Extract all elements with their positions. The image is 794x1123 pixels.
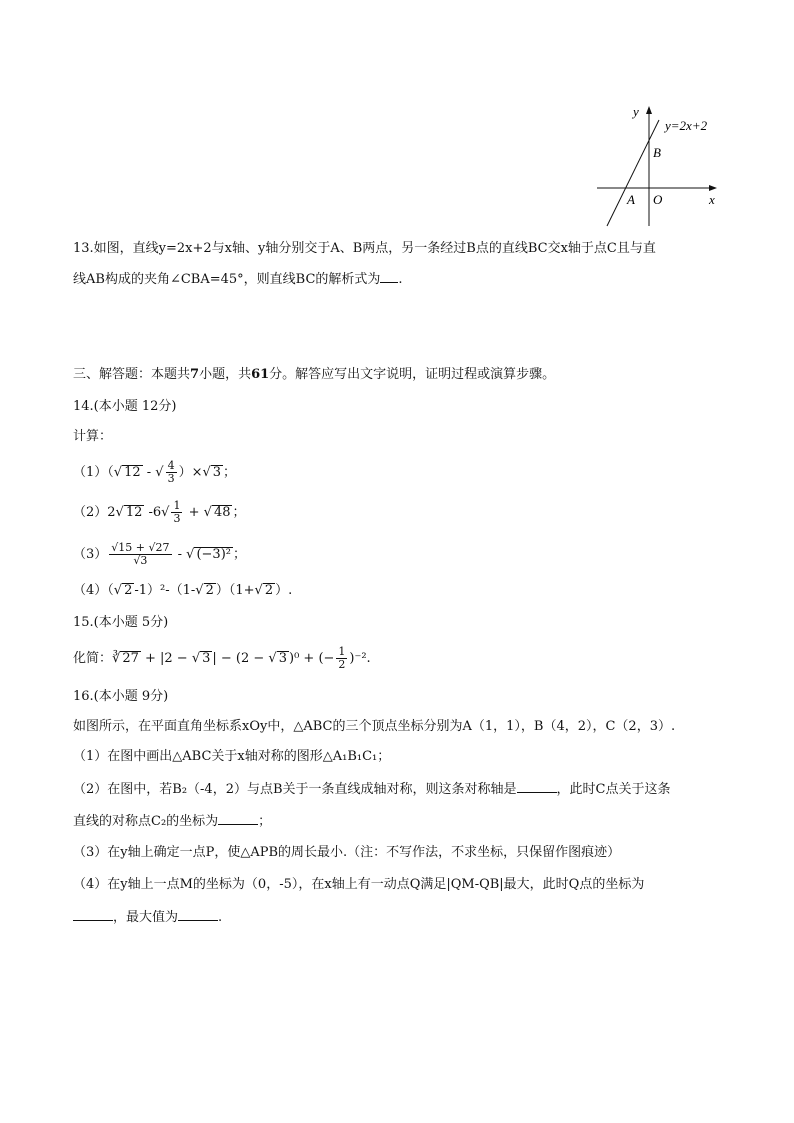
q16-part2-line1 — [73, 780, 670, 799]
q15-expression: 化简：∛ 27 + |2 − √ 3 | − (2 − √ 3 )⁰ + (− $\frac{1}{2}$ )⁻². — [73, 645, 371, 671]
point-a-label: A — [627, 192, 635, 207]
q16-p2-text-a: （2）在图中，若B₂（-4，2）与点B关于一条直线成轴对称，则这条对称轴是 — [73, 782, 517, 797]
coordinate-figure — [595, 100, 725, 230]
q13-line2-end: . — [398, 272, 403, 287]
section3-suffix: 分。解答应写出文字说明，证明过程或演算步骤。 — [269, 367, 556, 382]
q14-p1-label: （1） — [73, 465, 108, 480]
q13-line2 — [73, 270, 403, 289]
section3-mid: 小题，共 — [199, 367, 252, 382]
y-axis-label: y — [633, 104, 639, 119]
q16-intro: 如图所示，在平面直角坐标系xOy中，△ABC的三个顶点坐标分别为A（1，1），B（4，2），C（2，3）. — [73, 719, 676, 734]
q16-part4-line1: （4）在y轴上一点M的坐标为（0，-5），在x轴上有一动点Q满足|QM-QB|最大，此时Q点的坐标为 — [73, 877, 645, 892]
line-equation-label: y=2x+2 — [665, 118, 708, 133]
q16-part1: （1）在图中画出△ABC关于x轴对称的图形△A₁B₁C₁； — [73, 749, 391, 764]
section3-prefix: 三、解答题：本题共 — [73, 367, 191, 382]
q16-p2-blank2 — [218, 812, 258, 825]
q14-p2-label: （2） — [73, 505, 108, 520]
figure-svg — [595, 100, 725, 230]
q13-answer-blank — [380, 270, 398, 283]
section3-points: 61 — [251, 367, 270, 382]
q13-line1: 13.如图，直线y=2x+2与x轴、y轴分别交于A、B两点，另一条经过B点的直线BC交x轴于点C且与直 — [73, 241, 656, 256]
y-axis-arrow — [646, 106, 652, 114]
line-y-2x-2 — [607, 120, 659, 226]
x-axis-label: x — [709, 192, 715, 207]
x-axis-arrow — [709, 185, 717, 191]
q16-p4-text-c: . — [218, 910, 223, 925]
q16-p2-text-c: 直线的对称点C₂的坐标为 — [73, 814, 219, 829]
q16-p4-blank2 — [178, 908, 218, 921]
q16-p2-text-d: ； — [258, 814, 272, 829]
q16-p2-text-b: ，此时C点关于这条 — [556, 782, 671, 797]
q14-part2: （2）2√ 12 -6√ $\frac{1}{3}$ + √ 48 ； — [73, 499, 246, 525]
q16-p4-blank1 — [73, 908, 113, 921]
q16-p2-blank1 — [517, 780, 557, 793]
origin-label: O — [653, 192, 663, 207]
q16-part4-line2 — [73, 908, 222, 927]
q14-part4: （4）（√ 2 -1）²-（1-√ 2 ）（1+√ 2 ）. — [73, 583, 293, 598]
q14-p3-label: （3） — [73, 547, 108, 562]
q14-p4-label: （4） — [73, 583, 108, 598]
q14-part3: （3） $\frac{√15 + √27}{√3}$ - √ (−3)² ； — [73, 541, 247, 567]
section3-heading — [73, 366, 555, 384]
q16-header: 16.(本小题 9分) — [73, 689, 169, 704]
q14-intro: 计算： — [73, 429, 113, 444]
q13-line2-text: 线AB构成的夹角∠CBA=45°，则直线BC的解析式为 — [73, 272, 381, 287]
q15-intro: 化简： — [73, 651, 113, 666]
q14-part1: （1）（√ 12 - √ $\frac{4}{3}$ ）×√ 3 ； — [73, 459, 237, 485]
q14-header: 14.(本小题 12分) — [73, 399, 177, 414]
q16-p4-text-b: ，最大值为 — [113, 910, 179, 925]
point-b-label: B — [653, 145, 661, 160]
q16-part3: （3）在y轴上确定一点P，使△APB的周长最小.（注：不写作法，不求坐标，只保留作图痕迹） — [73, 845, 621, 860]
section3-count: 7 — [190, 367, 200, 382]
q15-header: 15.(本小题 5分) — [73, 615, 169, 630]
q16-part2-line2 — [73, 812, 271, 831]
